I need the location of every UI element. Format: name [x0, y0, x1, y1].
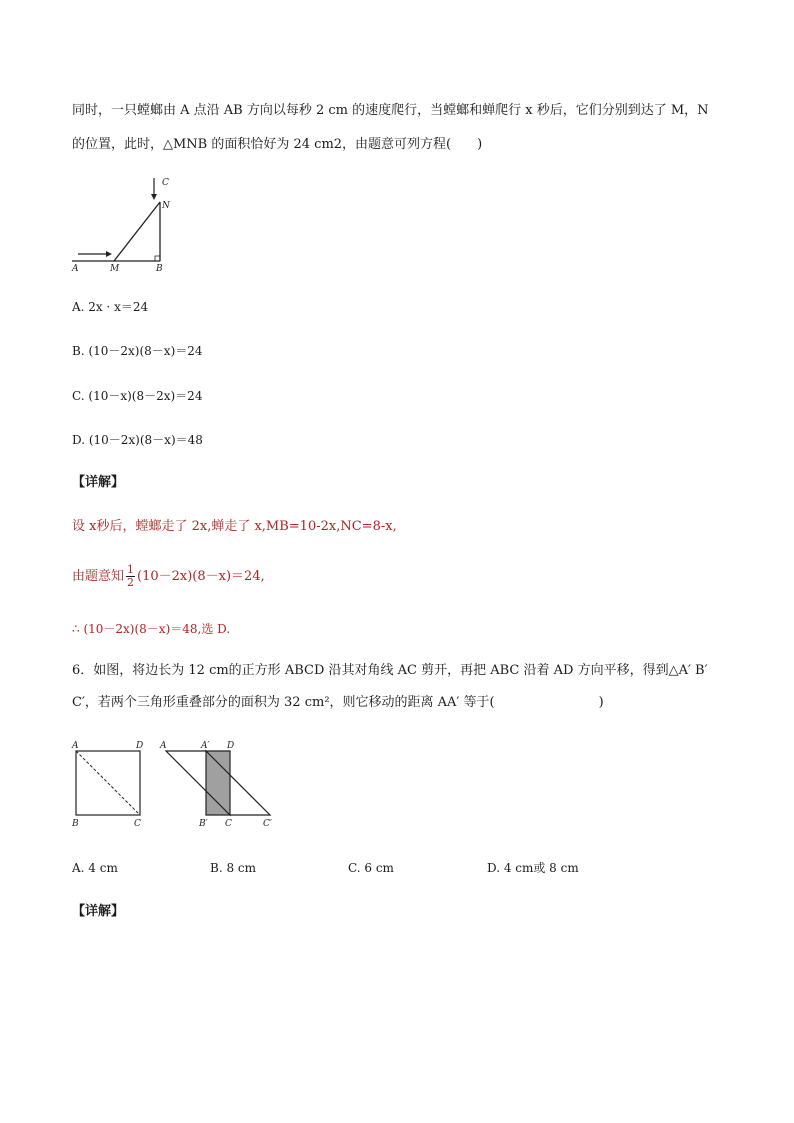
q6-fig2-label-a-prime: A′ — [201, 741, 210, 751]
q6-stem-line-2: C′，若两个三角形重叠部分的面积为 32 cm²，则它移动的距离 AA′ 等于( ) — [72, 695, 604, 710]
q6-fig2-label-d: D — [227, 741, 235, 751]
q5-explain-title: 【详解】 — [72, 475, 125, 490]
q5-label-n: N — [162, 201, 170, 211]
q6-stem-line-1: 6．如图，将边长为 12 cm的正方形 ABCD 沿其对角线 AC 剪开，再把 ABC 沿着 AD 方向平移，得到△A′ B′ — [72, 663, 708, 678]
q5-label-c: C — [162, 178, 169, 188]
q6-figure-square — [70, 737, 150, 829]
q5-option-d: D. (10－2x)(8－x)＝48 — [72, 433, 203, 447]
q6-fig1-label-c: C — [134, 819, 141, 829]
q5-fraction-numerator: 1 — [127, 563, 135, 576]
q6-fig1-label-d: D — [136, 741, 144, 751]
q5-label-a: A — [72, 264, 79, 274]
q6-figure-translated — [155, 737, 280, 829]
q6-fig1-label-a: A — [72, 741, 79, 751]
q6-fig2-label-a: A — [160, 741, 167, 751]
q6-option-a: A. 4 cm — [72, 861, 118, 875]
q5-arrow-ab-head — [106, 251, 112, 257]
q6-fig2-label-c: C — [225, 819, 232, 829]
q6-fig1-label-b: B — [72, 819, 79, 829]
q6-diagonal-ac — [76, 751, 140, 815]
q6-option-c: C. 6 cm — [348, 861, 394, 875]
q5-option-c: C. (10－x)(8－2x)＝24 — [72, 389, 203, 403]
q5-solution-prefix: 由题意知 — [72, 569, 125, 584]
q5-fraction-denominator: 2 — [127, 576, 135, 589]
q6-option-b: B. 8 cm — [210, 861, 256, 875]
q5-solution-fraction — [126, 564, 135, 589]
q5-stem-line-2: 的位置，此时，△MNB 的面积恰好为 24 cm2，由题意可列方程( ) — [72, 137, 483, 152]
q6-fig2-label-c-prime: C′ — [263, 819, 272, 829]
q5-option-a: A. 2x · x＝24 — [72, 300, 149, 314]
q5-solution-rest: (10－2x)(8－x)＝24, — [137, 569, 265, 584]
q5-solution-line-3: ∴ (10－2x)(8－x)＝48,选 D. — [72, 622, 231, 636]
q5-label-b: B — [156, 264, 163, 274]
q5-arrow-c-head — [151, 194, 157, 200]
q5-solution-line-2 — [72, 564, 265, 590]
q5-solution-line-1: 设 x秒后，螳螂走了 2x,蝉走了 x,MB=10-2x,NC=8-x, — [72, 519, 397, 534]
q6-fig2-label-b-prime: B′ — [199, 819, 208, 829]
q5-segment-mn — [114, 202, 160, 261]
q5-stem-line-1: 同时，一只螳螂由 A 点沿 AB 方向以每秒 2 cm 的速度爬行，当螳螂和蝉爬行 x 秒后，它们分别到达了 M，N — [72, 103, 709, 118]
q6-option-d: D. 4 cm或 8 cm — [487, 861, 579, 875]
q5-option-b: B. (10－2x)(8－x)＝24 — [72, 344, 203, 358]
q5-figure — [70, 174, 180, 274]
q6-explain-title: 【详解】 — [72, 904, 125, 919]
q5-label-m: M — [110, 264, 120, 274]
q5-right-angle — [155, 256, 160, 261]
q6-overlap-region — [206, 751, 230, 815]
